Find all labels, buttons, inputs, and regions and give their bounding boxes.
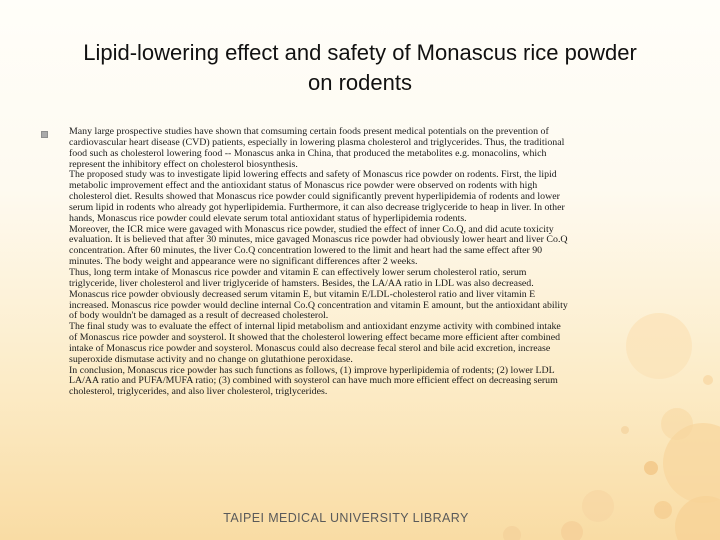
deco-circle: [654, 501, 672, 519]
deco-circle: [663, 423, 720, 503]
body-line: The final study was to evaluate the effect of internal lipid metabolism and antioxidant enzyme activity with combined intake: [69, 321, 561, 333]
body-line: LA/AA ratio and PUFA/MUFA ratio; (3) combined with soysterol can have much more efficient effect on decreasing serum: [69, 375, 558, 387]
body-line: Moreover, the ICR mice were gavaged with Monascus rice powder, studied the effect of inner Co.Q, and did acute toxicity: [69, 223, 554, 235]
body-line: In conclusion, Monascus rice powder has such functions as follows, (1) improve hyperlipidemia of rodents; (2) lower LDL: [69, 364, 555, 376]
deco-circle: [644, 461, 658, 475]
square-bullet-icon: [41, 131, 48, 138]
body-line: minutes. The body weight and appearance were no significant differences after 2 weeks.: [69, 256, 418, 268]
body-line: Many large prospective studies have shown that comsuming certain foods present medical potentials on the prevention of: [69, 126, 549, 137]
slide-title-line: Lipid-lowering effect and safety of Monascus rice powder: [83, 40, 637, 65]
body-line: cholesterol diet. Results showed that Monascus rice powder could significantly prevent hyperlipidemia of rodents and lower: [69, 191, 560, 203]
body-line: Thus, long term intake of Monascus rice powder and vitamin E can effectively lower serum cholesterol ratio, serum: [69, 266, 527, 278]
body-line: of Monascus rice powder and soysterol. It showed that the cholesterol lowering effect became more efficient after combined: [69, 332, 561, 344]
body-line: increased. Monascus rice powder would decline internal Co.Q concentration and vitamin E amount, but the antioxidant ability: [69, 299, 568, 311]
body-line: triglyceride, liver cholesterol and liver triglyceride of hamsters. Besides, the LA/AA ratio in LDL was also decreased.: [69, 277, 534, 289]
body-line: cardiovascular heart disease (CVD) patients, especially in lowering plasma cholesterol and triglycerides. Thus, the traditional: [69, 136, 565, 148]
deco-circle: [675, 496, 720, 540]
body-line: superoxide dismutase activity and no change on glutathione peroxidase.: [69, 353, 353, 365]
deco-circle: [561, 521, 583, 540]
body-text: [69, 127, 679, 398]
body-line: Monascus rice powder obviously decreased serum vitamin E, but vitamin E/LDL-cholesterol ratio and liver vitamin E: [69, 288, 536, 300]
deco-circle: [621, 426, 629, 434]
deco-circle: [503, 526, 521, 540]
slide-title-line: on rodents: [308, 70, 412, 95]
body-line: represent the inhibitory effect on cholesterol biosynthesis.: [69, 158, 298, 170]
body-line: food such as cholesterol lowering food -- Monascus anka in China, that produced the metabolites e.g. monacolins, which: [69, 147, 547, 159]
body-line: evaluation. It is believed that after 30 minutes, mice gavaged Monascus rice powder had obviously lower heart and liver Co.Q: [69, 234, 568, 246]
body-line: serum lipid in rodents who already got hyperlipidemia. Furthermore, it can also decrease triglyceride to heap in liver. In other: [69, 201, 565, 213]
slide-title: [40, 38, 680, 98]
body-line: metabolic improvement effect and the antioxidant status of Monascus rice powder were observed on rodents with high: [69, 180, 538, 192]
deco-circle: [661, 408, 693, 440]
body-line: intake of Monascus rice powder and soysterol. Monascus could also decrease fecal sterol and bile acid excretion, increase: [69, 342, 551, 354]
footer-library-name: TAIPEI MEDICAL UNIVERSITY LIBRARY: [223, 511, 469, 525]
body-line: The proposed study was to investigate lipid lowering effects and safety of Monascus rice powder on rodents. First, the lipid: [69, 169, 557, 181]
deco-circle: [703, 375, 713, 385]
deco-circle: [582, 490, 614, 522]
body-line: concentration. After 60 minutes, the liver Co.Q concentration lowered to the limit and heart had the same effect after 90: [69, 245, 543, 257]
body-line: cholesterol, triglycerides, and also liver cholesterol, triglycerides.: [69, 386, 328, 398]
body-line: hands, Monascus rice powder could elevate serum total antioxidant status of hyperlipidemia rodents.: [69, 212, 467, 224]
body-line: of body wouldn't be damaged as a result of decreased cholesterol.: [69, 310, 329, 322]
